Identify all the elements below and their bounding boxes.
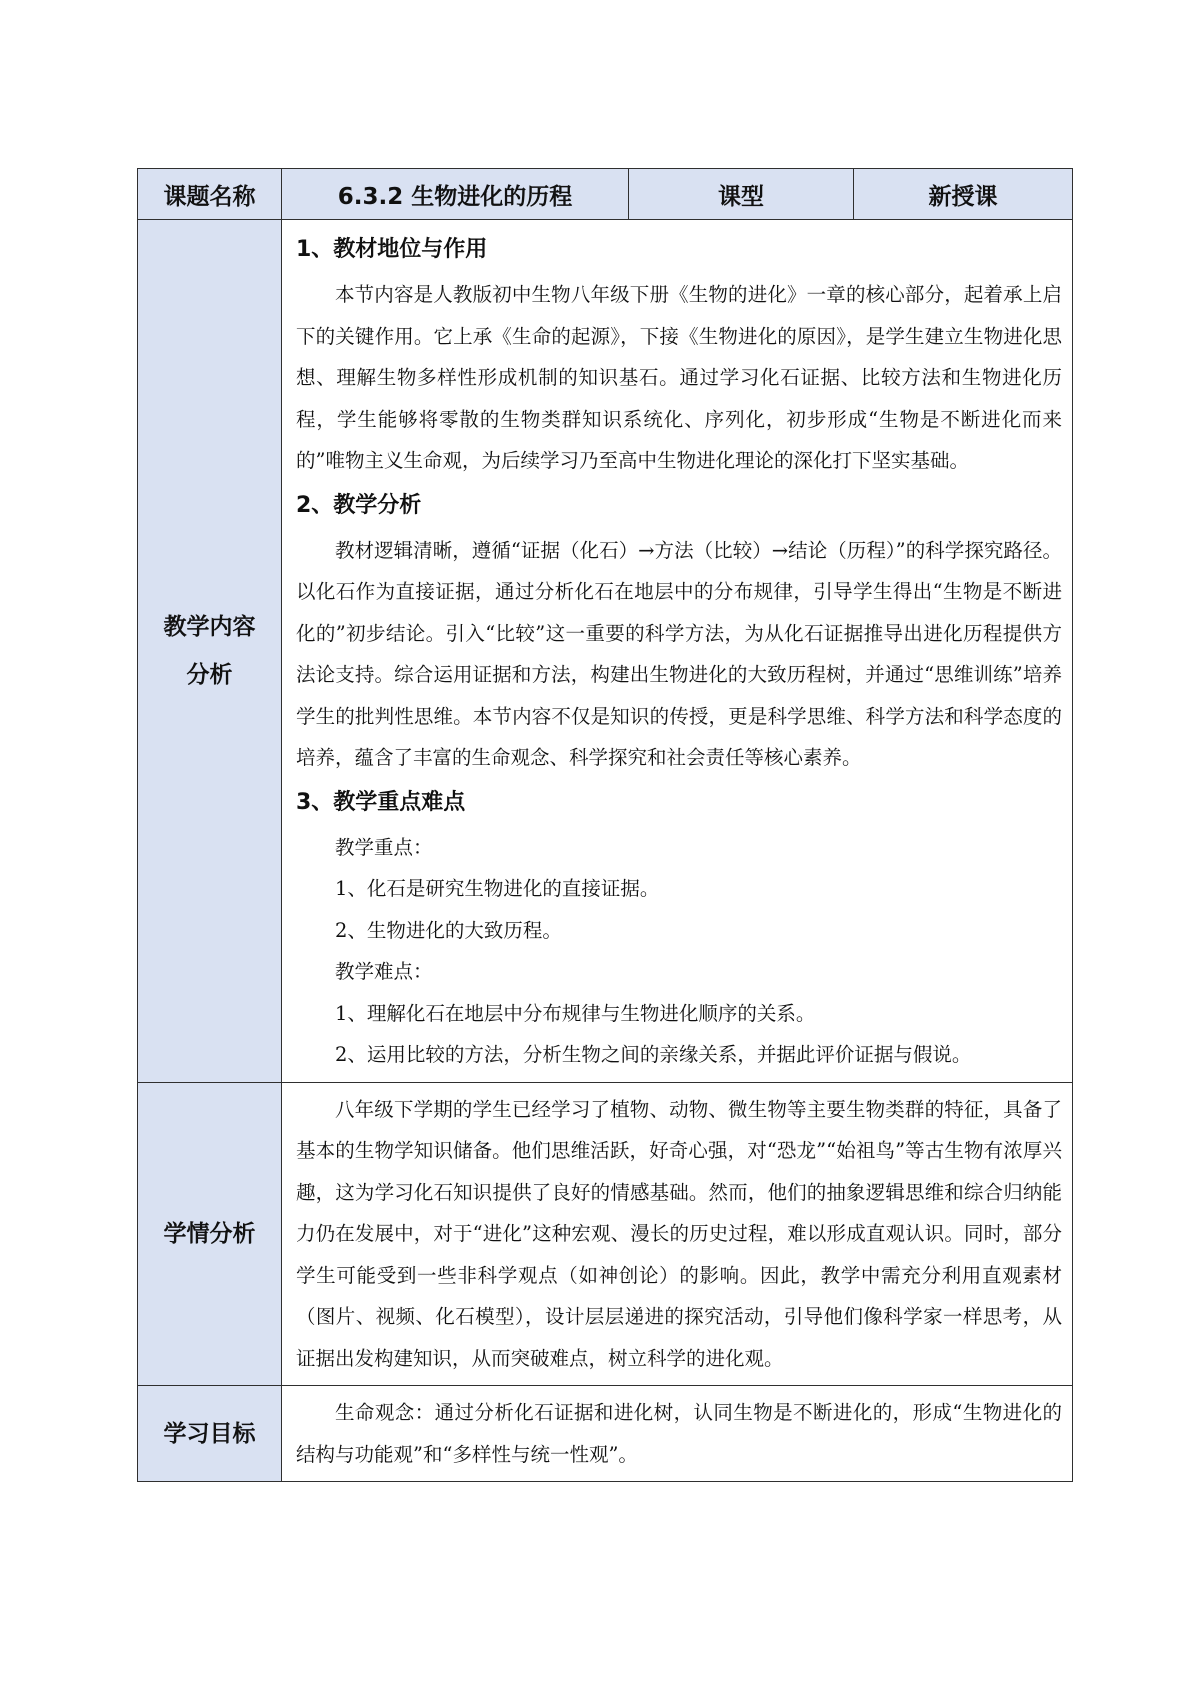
section-heading-3: 3、教学重点难点 — [296, 789, 466, 815]
student-analysis-label: 学情分析 — [138, 1082, 282, 1386]
section-heading-2: 2、教学分析 — [296, 492, 422, 518]
content-analysis-row — [138, 220, 1073, 1083]
topic-value: 6.3.2 生物进化的历程 — [282, 169, 629, 220]
section-1-text: 本节内容是人教版初中生物八年级下册《生物的进化》一章的核心部分，起着承上启下的关键作用。它上承《生命的起源》，下接《生物进化的原因》，是学生建立生物进化思想、理解生物多样性形成机制的知识基石。通过学习化石证据、比较方法和生物进化历程，学生能够将零散的生物类群知识系统化、序列化，初步形成“生物是不断进化而来的”唯物主义生命观，为后续学习乃至高中生物进化理论的深化打下坚实基础。 — [296, 283, 1062, 472]
type-value: 新授课 — [854, 169, 1073, 220]
difficulties-label: 教学难点： — [335, 960, 433, 983]
content-analysis-label — [138, 220, 282, 1083]
lesson-plan-table — [137, 168, 1073, 1482]
content-analysis-body — [282, 220, 1073, 1083]
key-point-2: 2、生物进化的大致历程。 — [335, 918, 562, 942]
student-analysis-body — [282, 1082, 1073, 1386]
difficulty-2: 2、运用比较的方法，分析生物之间的亲缘关系，并据此评价证据与假说。 — [335, 1043, 972, 1066]
key-point-1: 1、化石是研究生物进化的直接证据。 — [335, 877, 660, 900]
objectives-text: 生命观念：通过分析化石证据和进化树，认同生物是不断进化的，形成“生物进化的结构与功能观”和“多样性与统一性观”。 — [296, 1401, 1062, 1466]
header-row — [138, 169, 1073, 220]
section-2-text: 教材逻辑清晰，遵循“证据（化石）→方法（比较）→结论（历程）”的科学探究路径。以化石作为直接证据，通过分析化石在地层中的分布规律，引导学生得出“生物是不断进化的”初步结论。引入“比较”这一重要的科学方法，为从化石证据推导出进化历程提供方法论支持。综合运用证据和方法，构建出生物进化的大致历程树，并通过“思维训练”培养学生的批判性思维。本节内容不仅是知识的传授，更是科学思维、科学方法和科学态度的培养，蕴含了丰富的生命观念、科学探究和社会责任等核心素养。 — [296, 538, 1062, 769]
section-heading-1: 1、教材地位与作用 — [296, 237, 488, 262]
objectives-row — [138, 1386, 1073, 1482]
student-analysis-row — [138, 1082, 1073, 1386]
student-analysis-text: 八年级下学期的学生已经学习了植物、动物、微生物等主要生物类群的特征，具备了基本的生物学知识储备。他们思维活跃，好奇心强，对“恐龙”“始祖鸟”等古生物有浓厚兴趣，这为学习化石知识提供了良好的情感基础。然而，他们的抽象逻辑思维和综合归纳能力仍在发展中，对于“进化”这种宏观、漫长的历史过程，难以形成直观认识。同时，部分学生可能受到一些非科学观点（如神创论）的影响。因此，教学中需充分利用直观素材（图片、视频、化石模型），设计层层递进的探究活动，引导他们像科学家一样思考，从证据出发构建知识，从而突破难点，树立科学的进化观。 — [296, 1097, 1062, 1370]
topic-label: 课题名称 — [138, 169, 282, 220]
objectives-label: 学习目标 — [138, 1386, 282, 1482]
content-analysis-label-line2: 分析 — [186, 661, 233, 688]
type-label: 课型 — [629, 169, 854, 220]
objectives-body — [282, 1386, 1073, 1482]
key-points-label: 教学重点： — [335, 835, 433, 859]
difficulty-1: 1、理解化石在地层中分布规律与生物进化顺序的关系。 — [335, 1001, 816, 1025]
content-analysis-label-line1: 教学内容 — [163, 613, 256, 640]
